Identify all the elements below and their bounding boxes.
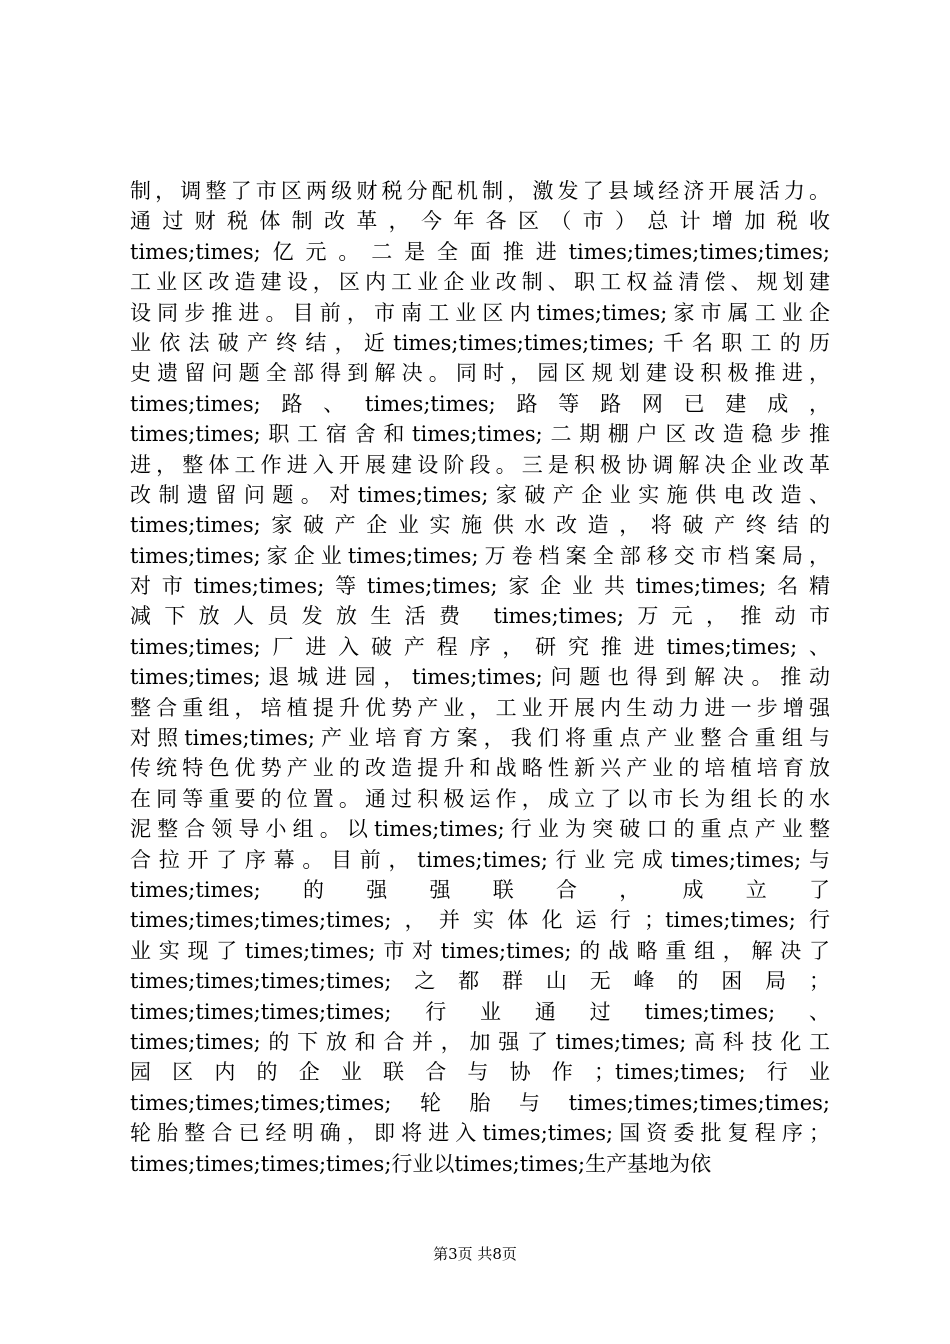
- text-line: times;times;times;times;之都群山无峰的困局；: [130, 969, 830, 994]
- text-line: 史遗留问题全部得到解决。同时，园区规划建设积极推进，: [130, 361, 830, 386]
- text-line: times;times;厂进入破产程序，研究推进times;times;、: [130, 634, 830, 659]
- text-line: 工业区改造建设，区内工业企业改制、职工权益清偿、规划建: [130, 270, 830, 295]
- text-line: times;times;times;times;，并实体化运行；times;times;行: [130, 908, 830, 933]
- text-line: 在同等重要的位置。通过积极运作，成立了以市长为组长的水: [130, 786, 830, 811]
- text-line: times;times;times;times;行业以times;times;生产基地为依: [130, 1151, 712, 1176]
- body-text: [130, 176, 830, 1179]
- text-line: times;times;路、times;times;路等路网已建成，: [130, 391, 830, 416]
- text-line: times;times;times;times;轮胎与times;times;times;times;: [130, 1090, 830, 1115]
- text-line: 合拉开了序幕。目前，times;times;行业完成times;times;与: [130, 847, 830, 872]
- text-line: 传统特色优势产业的改造提升和战略性新兴产业的培植培育放: [130, 756, 830, 781]
- text-line: 进，整体工作进入开展建设阶段。三是积极协调解决企业改革: [130, 452, 830, 477]
- text-line: 对照times;times;产业培育方案，我们将重点产业整合重组与: [130, 726, 830, 751]
- text-line: 制，调整了市区两级财税分配机制，激发了县域经济开展活力。: [130, 179, 830, 203]
- text-line: 通过财税体制改革，今年各区（市）总计增加税收: [130, 209, 830, 234]
- text-line: 泥整合领导小组。以times;times;行业为突破口的重点产业整: [130, 817, 830, 842]
- text-line: 设同步推进。目前，市南工业区内times;times;家市属工业企: [130, 300, 830, 325]
- text-line: times;times;times;times;行业通过times;times;、: [130, 999, 830, 1024]
- text-line: times;times;职工宿舍和times;times;二期棚户区改造稳步推: [130, 422, 830, 447]
- text-line: 轮胎整合已经明确，即将进入times;times;国资委批复程序；: [130, 1121, 830, 1146]
- text-line: times;times;退城进园，times;times;问题也得到解决。推动: [130, 665, 830, 690]
- text-line: 业依法破产终结，近times;times;times;times;千名职工的历: [130, 330, 830, 355]
- text-line: times;times;家企业times;times;万卷档案全部移交市档案局，: [130, 543, 830, 568]
- text-line: 减下放人员发放生活费 times;times;万元，推动市: [130, 604, 830, 629]
- text-line: 改制遗留问题。对times;times;家破产企业实施供电改造、: [130, 482, 830, 507]
- text-line: 园区内的企业联合与协作；times;times;行业: [130, 1060, 830, 1085]
- text-line: times;times;的强强联合，成立了: [130, 877, 830, 902]
- text-line: times;times;的下放和合并，加强了times;times;高科技化工: [130, 1029, 830, 1054]
- text-line: 业实现了times;times;市对times;times;的战略重组，解决了: [130, 938, 830, 963]
- text-line: 整合重组，培植提升优势产业，工业开展内生动力进一步增强: [130, 695, 830, 720]
- text-line: times;times;家破产企业实施供水改造，将破产终结的: [130, 513, 830, 538]
- page-footer: 第3页 共8页: [433, 1245, 517, 1263]
- text-line: times;times;亿元。二是全面推进times;times;times;times;: [130, 239, 830, 264]
- text-line: 对市times;times;等times;times;家企业共times;times;名精: [130, 574, 830, 599]
